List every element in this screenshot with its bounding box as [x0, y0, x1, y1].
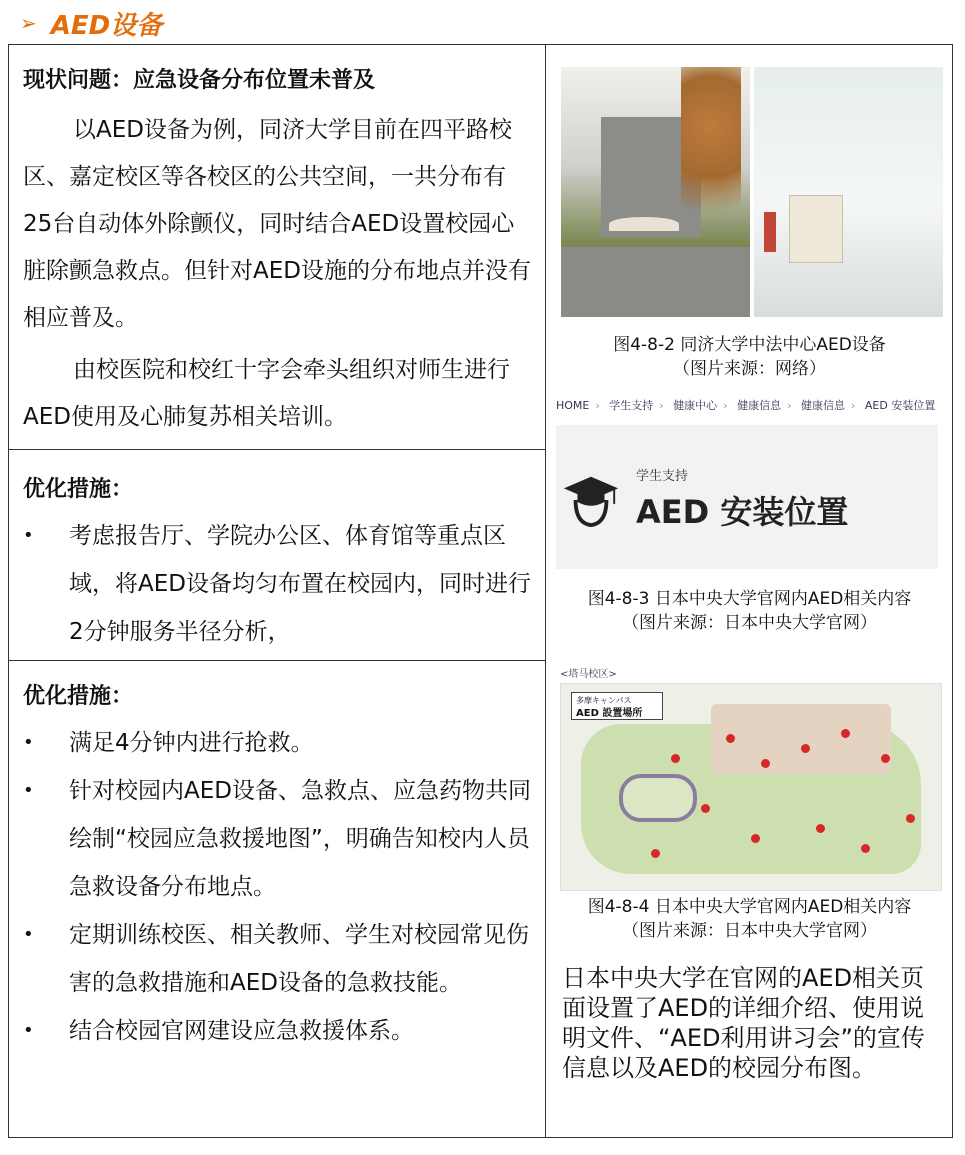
campus-photo — [561, 67, 750, 317]
aed-pin-icon — [751, 834, 760, 843]
aed-pin-icon — [701, 804, 710, 813]
current-issue-heading: 现状问题：应急设备分布位置未普及 — [23, 68, 376, 93]
breadcrumb-current: AED 安装位置 — [864, 399, 936, 412]
optimization-list-2 — [9, 719, 539, 1055]
optimization-heading-1: 优化措施： — [23, 477, 134, 502]
aed-banner-title: AED 安装位置 — [636, 493, 849, 531]
campus-aed-map — [560, 683, 942, 891]
map-campus-label: <塔马校区> — [560, 669, 617, 680]
current-issue-cell — [8, 44, 546, 450]
figure-caption-2: 图4-8-3 日本中央大学官网内AED相关内容 （图片来源：日本中央大学官网） — [587, 589, 912, 633]
optimization-list-1 — [9, 512, 539, 656]
section-title: AED设备 — [50, 10, 163, 41]
sports-track — [619, 774, 697, 822]
bullet-icon: • — [23, 525, 34, 546]
section-header — [20, 6, 162, 40]
aed-pin-icon — [761, 759, 770, 768]
list-item: • 考虑报告厅、学院办公区、体育馆等重点区域，将AED设备均匀布置在校园内，同时进行2分钟服务半径分析， — [9, 512, 539, 656]
arrow-bullet-icon: ➢ — [20, 11, 37, 35]
breadcrumb-item[interactable]: 健康信息 — [801, 399, 845, 412]
aed-pin-icon — [841, 729, 850, 738]
figure-caption-1: 图4-8-2 同济大学中法中心AED设备 （图片来源：网络） — [613, 335, 886, 379]
list-item: • 满足4分钟内进行抢救。 — [9, 719, 539, 767]
list-item: • 结合校园官网建设应急救援体系。 — [9, 1007, 539, 1055]
breadcrumb-home[interactable]: HOME — [556, 399, 590, 412]
optimization-cell-1 — [8, 449, 546, 661]
aed-pin-icon — [671, 754, 680, 763]
map-title-box: 多摩キャンパス AED 設置場所 — [571, 692, 663, 720]
aed-pin-icon — [816, 824, 825, 833]
optimization-heading-2: 优化措施： — [23, 684, 134, 709]
breadcrumb: HOME › 学生支持 › 健康中心 › 健康信息 › 健康信息 › AED 安装位置 — [556, 399, 936, 412]
figures-column — [546, 44, 953, 1138]
optimization-cell-2 — [8, 660, 546, 1138]
description-text: 日本中央大学在官网的AED相关页面设置了AED的详细介绍、使用说明文件、“AED利用讲习会”的宣传信息以及AED的校园分布图。 — [562, 964, 925, 1082]
aed-pin-icon — [861, 844, 870, 853]
breadcrumb-item[interactable]: 健康中心 — [673, 399, 718, 412]
aed-banner — [556, 425, 938, 569]
aed-pin-icon — [801, 744, 810, 753]
issue-paragraph-1: 以AED设备为例，同济大学目前在四平路校区、嘉定校区等各校区的公共空间，一共分布有25台自动体外除颤仪，同时结合AED设置校园心脏除颤急救点。但针对AED设施的分布地点并没有相应普及。 — [23, 117, 531, 331]
figure-caption-3: 图4-8-4 日本中央大学官网内AED相关内容 （图片来源：日本中央大学官网） — [587, 897, 912, 941]
bullet-icon: • — [23, 732, 34, 753]
aed-banner-subtitle: 学生支持 — [636, 469, 689, 484]
breadcrumb-item[interactable]: 健康信息 — [737, 399, 782, 412]
graduation-cap-icon — [562, 471, 620, 529]
bullet-icon: • — [23, 780, 34, 801]
aed-pin-icon — [906, 814, 915, 823]
bullet-icon: • — [23, 1020, 34, 1041]
aed-pin-icon — [651, 849, 660, 858]
breadcrumb-item[interactable]: 学生支持 — [609, 399, 654, 412]
aed-pin-icon — [881, 754, 890, 763]
aed-pin-icon — [726, 734, 735, 743]
list-item: • 定期训练校医、相关教师、学生对校园常见伤害的急救措施和AED设备的急救技能。 — [9, 911, 539, 1007]
bullet-icon: • — [23, 924, 34, 945]
aed-device-photo — [754, 67, 943, 317]
issue-paragraph-2: 由校医院和校红十字会牵头组织对师生进行AED使用及心肺复苏相关培训。 — [23, 357, 510, 430]
list-item: • 针对校园内AED设备、急救点、应急药物共同绘制“校园应急救援地图”，明确告知校内人员急救设备分布地点。 — [9, 767, 539, 911]
